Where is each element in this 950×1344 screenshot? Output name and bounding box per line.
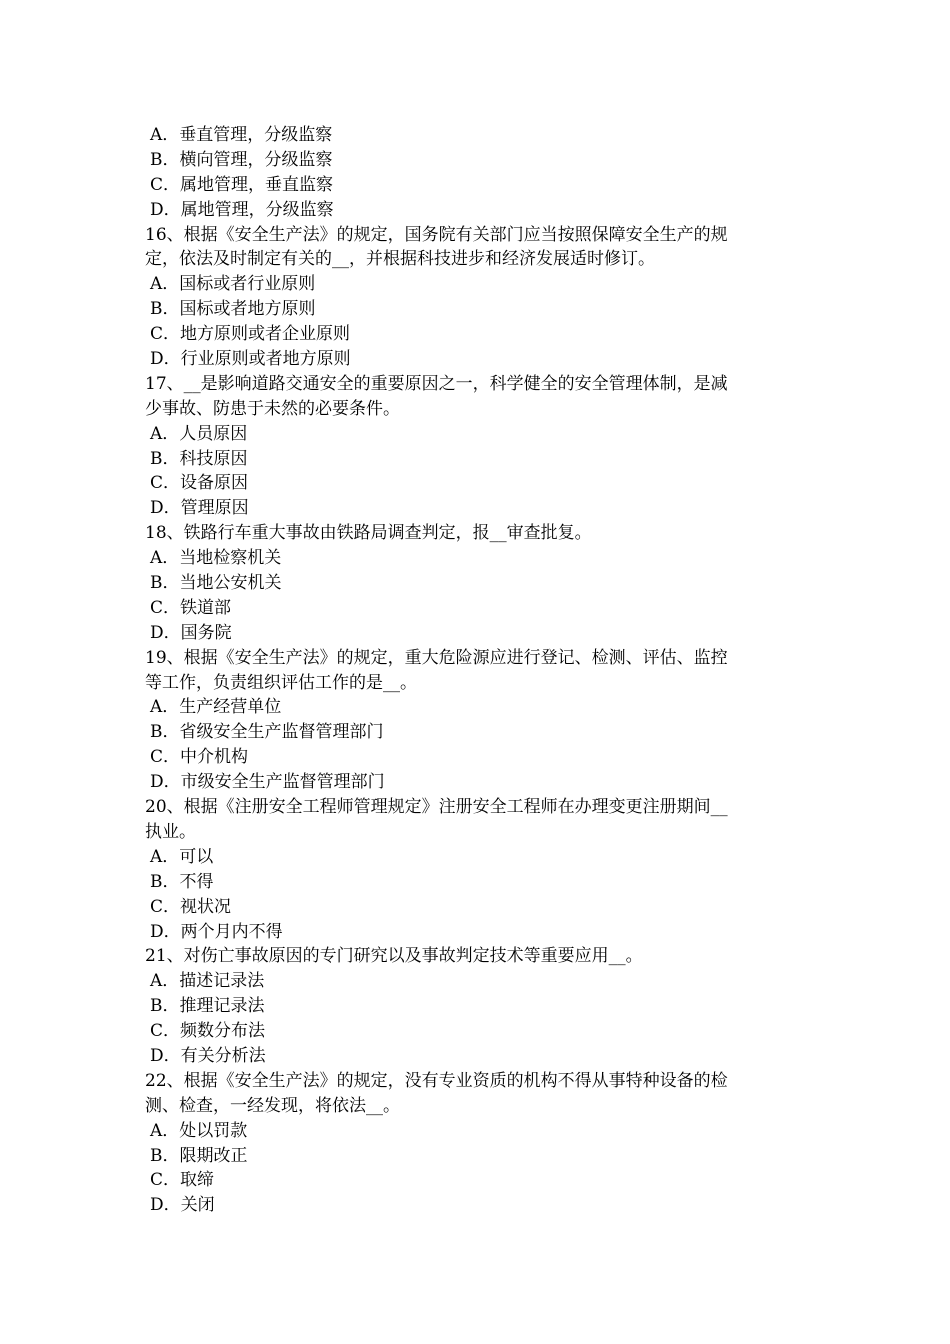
answer-option: B．横向管理，分级监察 (150, 149, 333, 170)
answer-option: D．市级安全生产监督管理部门 (150, 772, 385, 793)
question-stem (145, 646, 810, 696)
answer-option: B．科技原因 (150, 448, 248, 469)
question-line: 17、__是影响道路交通安全的重要原因之一，科学健全的安全管理体制，是减 (145, 373, 728, 394)
answer-option: C．设备原因 (150, 473, 249, 494)
question-line: 19、根据《安全生产法》的规定，重大危险源应进行登记、检测、评估、监控 (145, 647, 728, 668)
question-stem (145, 1069, 810, 1119)
answer-option: C．铁道部 (150, 597, 232, 618)
answer-option: A．生产经营单位 (150, 697, 282, 718)
question-line: 16、根据《安全生产法》的规定，国务院有关部门应当按照保障安全生产的规 (145, 224, 728, 245)
answer-option: D．两个月内不得 (150, 921, 283, 942)
answer-option: C．频数分布法 (150, 1021, 266, 1042)
question-stem (145, 223, 810, 273)
document-body (145, 123, 810, 1218)
answer-option: D．属地管理，分级监察 (150, 199, 334, 220)
answer-option: B．推理记录法 (150, 996, 265, 1017)
answer-option: C．取缔 (150, 1170, 215, 1191)
answer-option: B．不得 (150, 871, 214, 892)
answer-option: D．有关分析法 (150, 1045, 266, 1066)
question-line: 21、对伤亡事故原因的专门研究以及事故判定技术等重要应用__。 (145, 946, 643, 967)
answer-option: A．可以 (150, 846, 214, 867)
question-line: 少事故、防患于未然的必要条件。 (145, 398, 400, 419)
answer-option: C．视状况 (150, 896, 232, 917)
answer-option: A．垂直管理，分级监察 (150, 125, 333, 145)
answer-option: B．当地公安机关 (150, 573, 282, 594)
answer-option: A．当地检察机关 (150, 548, 282, 569)
answer-option: A．处以罚款 (150, 1120, 248, 1141)
question-line: 20、根据《注册安全工程师管理规定》注册安全工程师在办理变更注册期间__ (145, 797, 728, 818)
answer-option: B．省级安全生产监督管理部门 (150, 722, 384, 743)
answer-option: D．关闭 (150, 1195, 215, 1216)
answer-option: C．中介机构 (150, 747, 249, 768)
answer-option: A．国标或者行业原则 (150, 274, 316, 295)
answer-option: D．国务院 (150, 622, 232, 643)
question-stem (145, 944, 810, 969)
answer-option: C．地方原则或者企业原则 (150, 324, 351, 345)
answer-option: A．人员原因 (150, 423, 248, 444)
answer-option: A．描述记录法 (150, 971, 265, 992)
answer-option: C．属地管理，垂直监察 (150, 174, 334, 195)
question-line: 执业。 (145, 821, 196, 842)
answer-option: B．国标或者地方原则 (150, 299, 316, 320)
answer-option: D．管理原因 (150, 498, 249, 519)
question-stem (145, 795, 810, 845)
question-line: 等工作，负责组织评估工作的是__。 (145, 672, 417, 693)
question-line: 定，依法及时制定有关的__，并根据科技进步和经济发展适时修订。 (145, 249, 655, 270)
question-line: 测、检查，一经发现，将依法__。 (145, 1095, 400, 1116)
answer-option: D．行业原则或者地方原则 (150, 349, 351, 370)
question-line: 22、根据《安全生产法》的规定，没有专业资质的机构不得从事特种设备的检 (145, 1070, 728, 1091)
question-line: 18、铁路行车重大事故由铁路局调查判定，报__审查批复。 (145, 523, 592, 544)
answer-option: B．限期改正 (150, 1145, 248, 1166)
question-stem (145, 372, 810, 422)
question-stem (145, 521, 810, 546)
